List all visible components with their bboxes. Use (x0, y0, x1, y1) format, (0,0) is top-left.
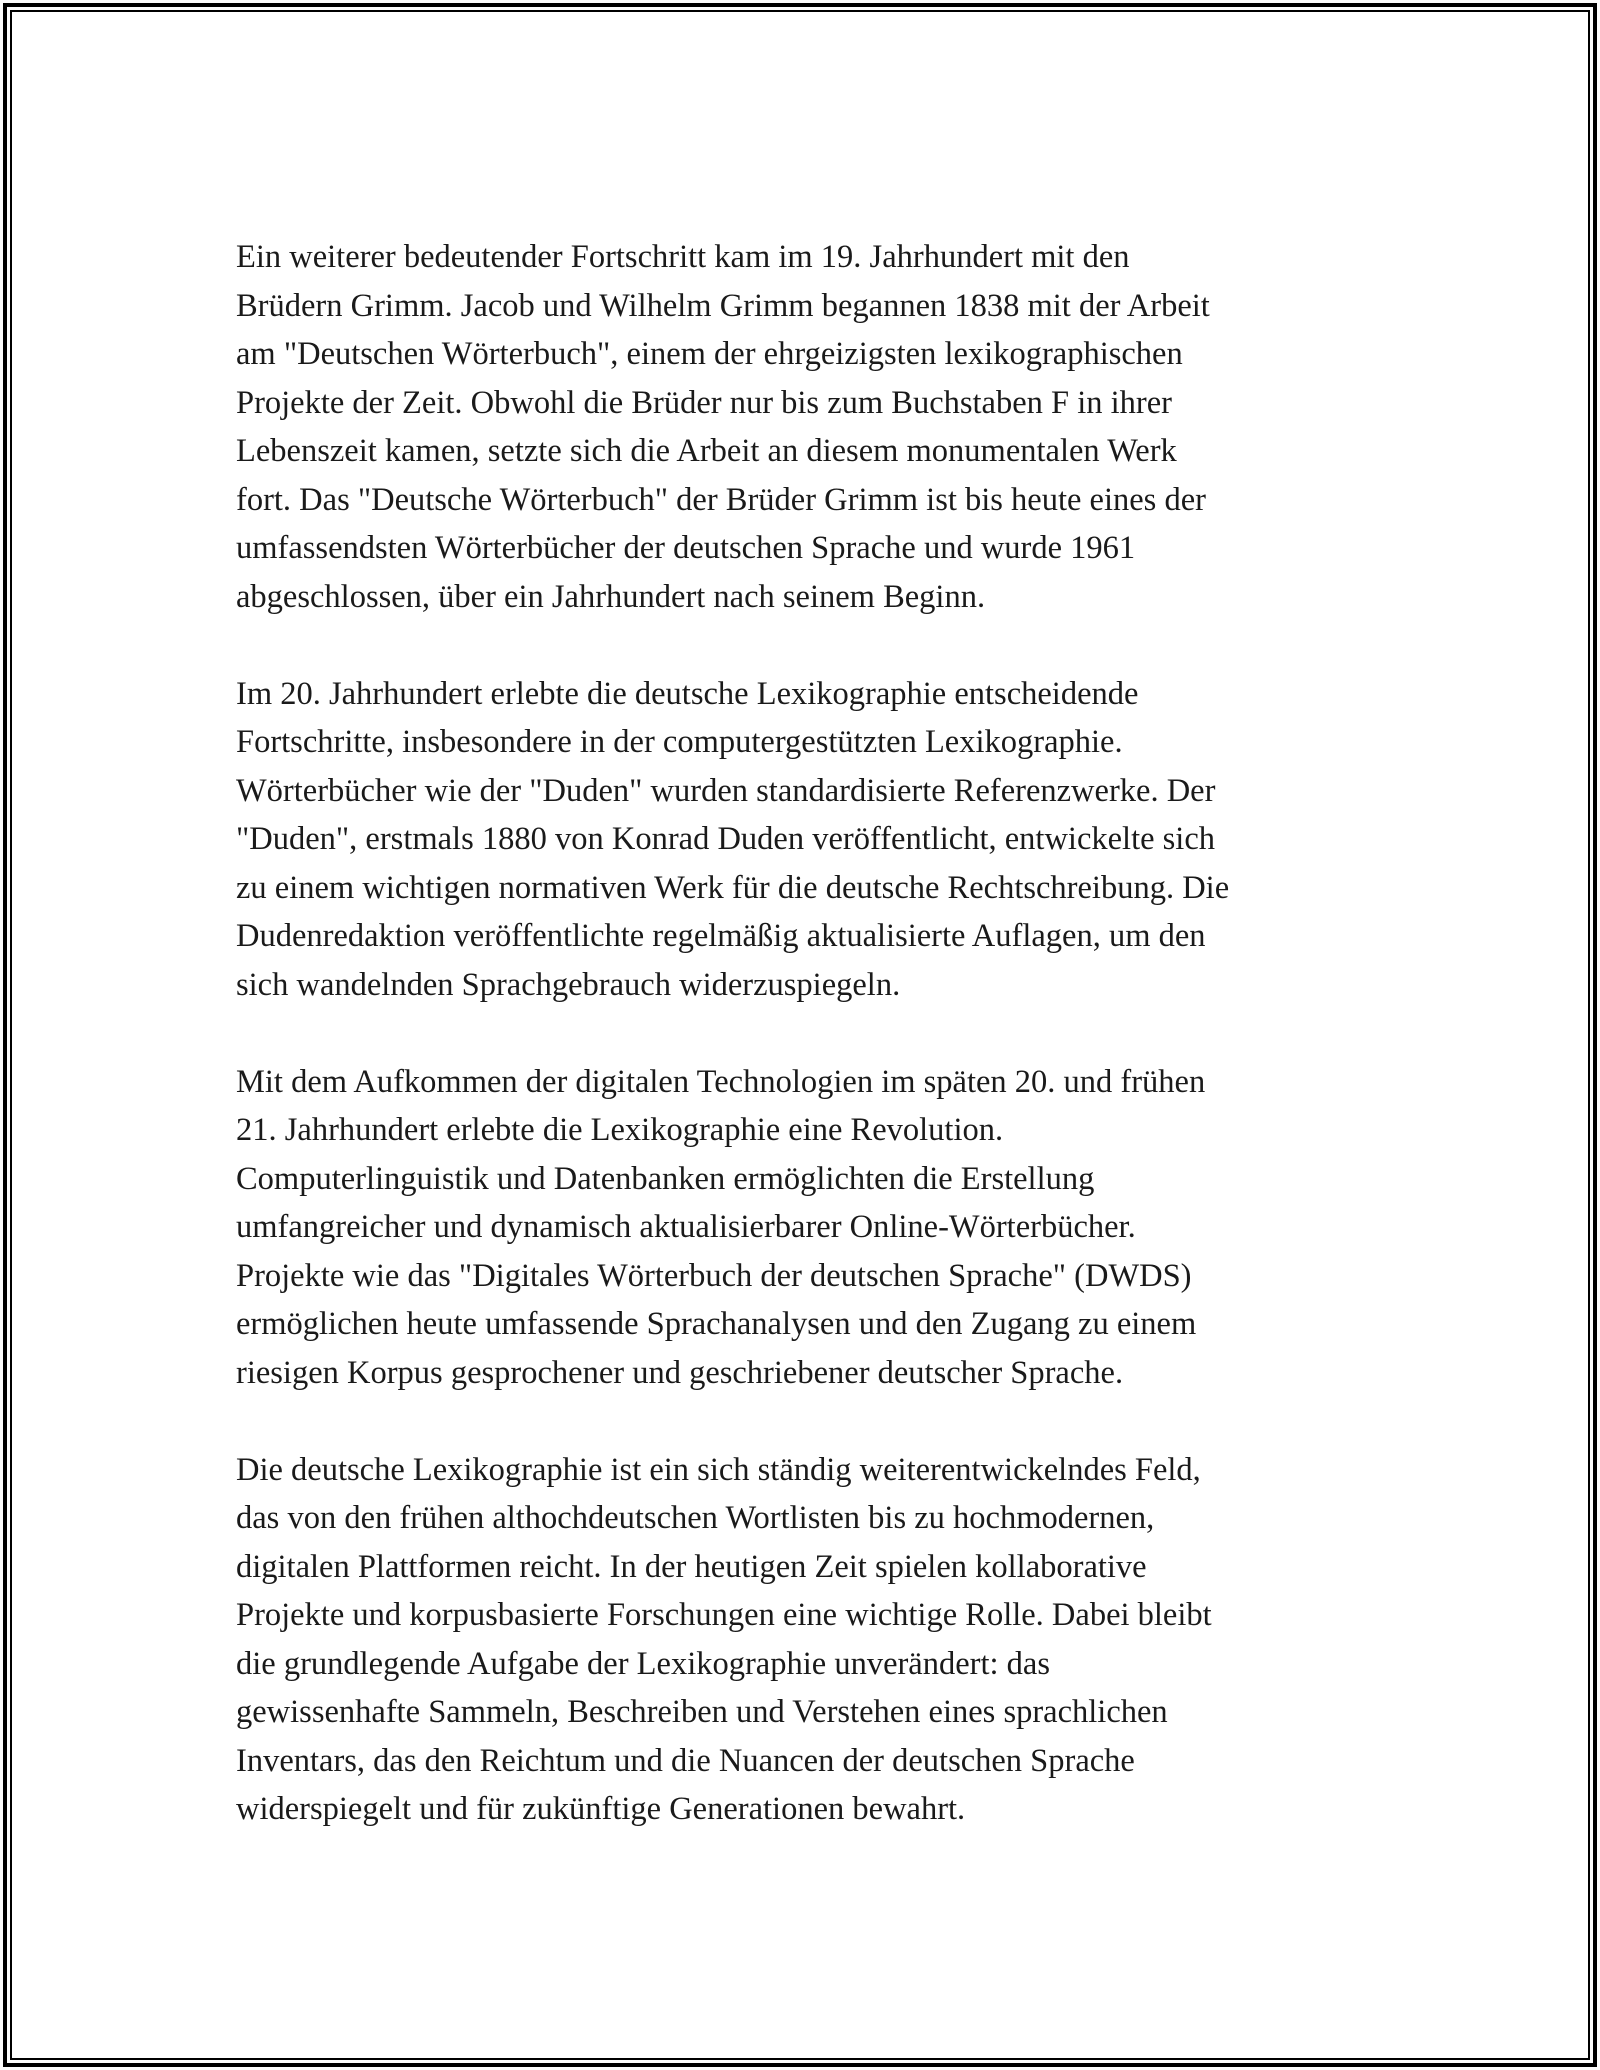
text-line: gewissenhafte Sammeln, Beschreiben und Verstehen eines sprachlichen (236, 1694, 1168, 1730)
text-line: das von den frühen althochdeutschen Wortlisten bis zu hochmodernen, (236, 1500, 1155, 1536)
text-line: abgeschlossen, über ein Jahrhundert nach seinem Beginn. (236, 578, 986, 615)
text-line: am "Deutschen Wörterbuch", einem der ehrgeizigsten lexikographischen (236, 336, 1183, 372)
text-line: Computerlinguistik und Datenbanken ermöglichten die Erstellung (236, 1160, 1095, 1197)
text-line: Fortschritte, insbesondere in der computergestützten Lexikographie. (236, 724, 1123, 760)
paragraph-grimm (236, 233, 1376, 621)
text-line: Projekte der Zeit. Obwohl die Brüder nur bis zum Buchstaben F in ihrer (236, 384, 1172, 421)
text-line: ermöglichen heute umfassende Sprachanalysen und den Zugang zu einem (236, 1306, 1197, 1342)
paragraph-duden (236, 670, 1376, 1010)
text-line: Projekte und korpusbasierte Forschungen eine wichtige Rolle. Dabei bleibt (236, 1597, 1212, 1633)
text-line: Ein weiterer bedeutender Fortschritt kam im 19. Jahrhundert mit den (236, 239, 1130, 275)
document-body (236, 233, 1376, 1834)
text-line: "Duden", erstmals 1880 von Konrad Duden veröffentlicht, entwickelte sich (236, 821, 1216, 857)
text-line: Projekte wie das "Digitales Wörterbuch der deutschen Sprache" (DWDS) (236, 1257, 1192, 1294)
text-line: Inventars, das den Reichtum und die Nuancen der deutschen Sprache (236, 1742, 1135, 1779)
text-line: widerspiegelt und für zukünftige Generationen bewahrt. (236, 1791, 966, 1827)
text-line: fort. Das "Deutsche Wörterbuch" der Brüder Grimm ist bis heute eines der (236, 481, 1206, 518)
text-line: Dudenredaktion veröffentlichte regelmäßig aktualisierte Auflagen, um den (236, 918, 1206, 954)
text-line: Die deutsche Lexikographie ist ein sich ständig weiterentwickelndes Feld, (236, 1451, 1201, 1488)
paragraph-conclusion (236, 1446, 1376, 1834)
text-line: digitalen Plattformen reicht. In der heutigen Zeit spielen kollaborative (236, 1548, 1147, 1585)
text-line: Wörterbücher wie der "Duden" wurden standardisierte Referenzwerke. Der (236, 772, 1216, 809)
text-line: sich wandelnden Sprachgebrauch widerzuspiegeln. (236, 966, 901, 1003)
text-line: 21. Jahrhundert erlebte die Lexikographie eine Revolution. (236, 1112, 1004, 1148)
text-line: Lebenszeit kamen, setzte sich die Arbeit an diesem monumentalen Werk (236, 433, 1177, 469)
text-line: Mit dem Aufkommen der digitalen Technologien im späten 20. und frühen (236, 1063, 1206, 1100)
text-line: umfassendsten Wörterbücher der deutschen Sprache und wurde 1961 (236, 530, 1136, 566)
text-line: die grundlegende Aufgabe der Lexikographie unverändert: das (236, 1645, 1050, 1682)
text-line: riesigen Korpus gesprochener und geschriebener deutscher Sprache. (236, 1354, 1124, 1391)
text-line: umfangreicher und dynamisch aktualisierbarer Online-Wörterbücher. (236, 1209, 1136, 1245)
paragraph-digital (236, 1058, 1376, 1398)
text-line: Brüdern Grimm. Jacob und Wilhelm Grimm begannen 1838 mit der Arbeit (236, 287, 1210, 324)
text-line: Im 20. Jahrhundert erlebte die deutsche Lexikographie entscheidende (236, 675, 1139, 712)
text-line: zu einem wichtigen normativen Werk für die deutsche Rechtschreibung. Die (236, 869, 1230, 906)
